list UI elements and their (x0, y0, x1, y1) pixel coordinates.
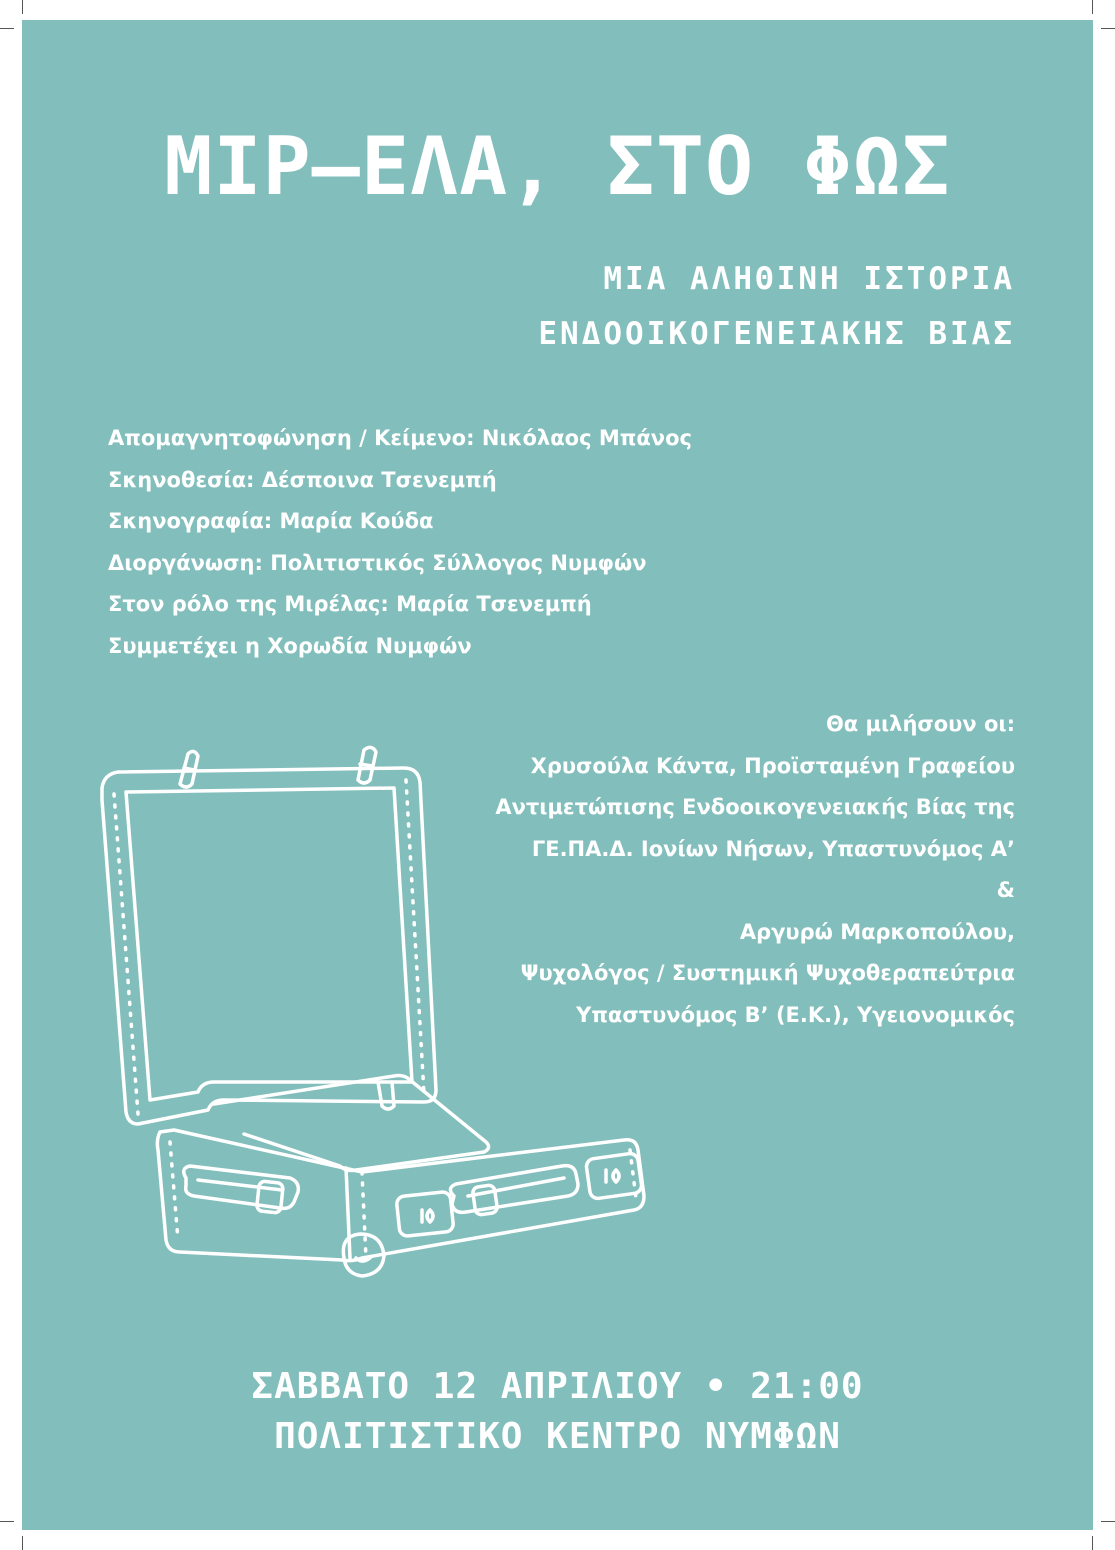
subtitle-line: ΕΝΔΟΟΙΚΟΓΕΝΕΙΑΚΗΣ ΒΙΑΣ (538, 316, 1015, 352)
latch-icon (358, 747, 376, 783)
credit-line: Συμμετέχει η Χορωδία Νυμφών (108, 633, 472, 658)
crop-mark (22, 0, 23, 14)
speaker-line: Χρυσούλα Κάντα, Προϊσταμένη Γραφείου (530, 753, 1015, 778)
suitcase-lid (102, 768, 436, 1124)
event-date: ΣΑΒΒΑΤΟ 12 ΑΠΡΙΛΙΟΥ • 21:00 (251, 1366, 864, 1407)
credit-line: Απομαγνητοφώνηση / Κείμενο: Νικόλαος Μπάνος (108, 426, 692, 450)
event-venue: ΠΟΛΙΤΙΣΤΙΚΟ ΚΕΝΤΡΟ ΝΥΜΦΩΝ (274, 1416, 841, 1457)
speaker-separator: & (996, 878, 1015, 902)
event-info (22, 1362, 1093, 1462)
credit-line: Διοργάνωση: Πολιτιστικός Σύλλογος Νυμφών (108, 550, 647, 575)
speaker-line: ΓΕ.ΠΑ.Δ. Ιονίων Νήσων, Υπαστυνόμος Α’ (531, 836, 1015, 861)
poster (22, 20, 1093, 1530)
subtitle-line: ΜΙΑ ΑΛΗΘΙΝΗ ΙΣΤΟΡΙΑ (603, 261, 1015, 297)
credit-line: Στον ρόλο της Μιρέλας: Μαρία Τσενεμπή (108, 592, 592, 616)
crop-mark (1092, 1536, 1093, 1550)
crop-mark (1101, 28, 1115, 29)
speaker-line: Αργυρώ Μαρκοπούλου, (739, 919, 1015, 944)
credit-line: Σκηνοθεσία: Δέσποινα Τσενεμπή (108, 467, 497, 492)
speakers-heading: Θα μιλήσουν οι: (825, 712, 1015, 736)
speaker-line: Υπαστυνόμος Β’ (Ε.Κ.), Υγειονομικός (576, 1002, 1015, 1027)
credits-list (108, 418, 692, 667)
speaker-line: Ψυχολόγος / Συστημική Ψυχοθεραπεύτρια (520, 961, 1015, 985)
poster-subtitle (538, 252, 1015, 362)
credit-line: Σκηνογραφία: Μαρία Κούδα (108, 509, 434, 533)
suitcase-illustration (94, 710, 674, 1320)
crop-mark (1092, 0, 1093, 14)
speaker-line: Αντιμετώπισης Ενδοοικογενειακής Βίας της (495, 795, 1015, 819)
crop-mark (22, 1536, 23, 1550)
crop-mark (1101, 1521, 1115, 1522)
crop-mark (0, 1521, 14, 1522)
poster-title: ΜΙΡ–ΕΛΑ, ΣΤΟ ΦΩΣ (164, 120, 951, 213)
crop-mark (0, 28, 14, 29)
